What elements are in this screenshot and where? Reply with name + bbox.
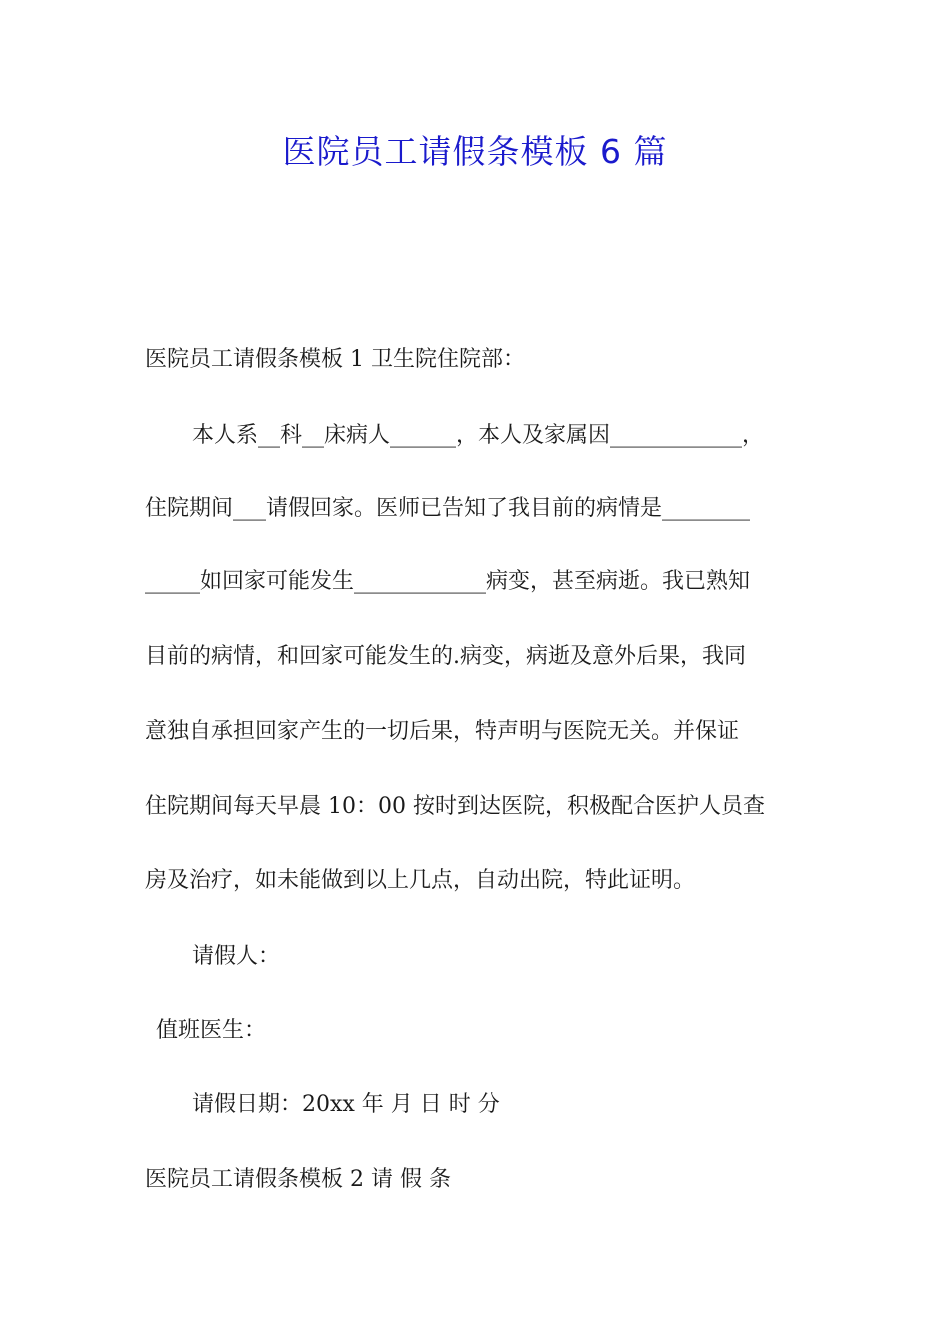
body-paragraph-line: 住院期间___请假回家。医师已告知了我目前的病情是________ [145,496,751,521]
applicant-signature-label: 请假人： [192,944,281,969]
body-paragraph-line: 本人系__科__床病人______，本人及家属因____________， [192,423,765,448]
body-paragraph-line: 住院期间每天早晨 10：00 按时到达医院，积极配合医护人员查 [145,794,765,819]
section-heading-template-2: 医院员工请假条模板 2 请 假 条 [145,1167,451,1192]
doctor-on-duty-label: 值班医生： [156,1018,267,1043]
leave-date-label: 请假日期：20xx 年 月 日 时 分 [192,1092,500,1117]
body-paragraph-line: 房及治疗，如未能做到以上几点，自动出院，特此证明。 [145,868,696,893]
section-heading-template-1: 医院员工请假条模板 1 卫生院住院部： [145,347,525,372]
document-title: 医院员工请假条模板 6 篇 [282,132,668,171]
body-paragraph-line: 目前的病情，和回家可能发生的.病变，病逝及意外后果，我同 [145,644,746,669]
body-paragraph-line: _____如回家可能发生____________病变，甚至病逝。我已熟知 [145,569,751,594]
body-paragraph-line: 意独自承担回家产生的一切后果，特声明与医院无关。并保证 [145,719,740,744]
